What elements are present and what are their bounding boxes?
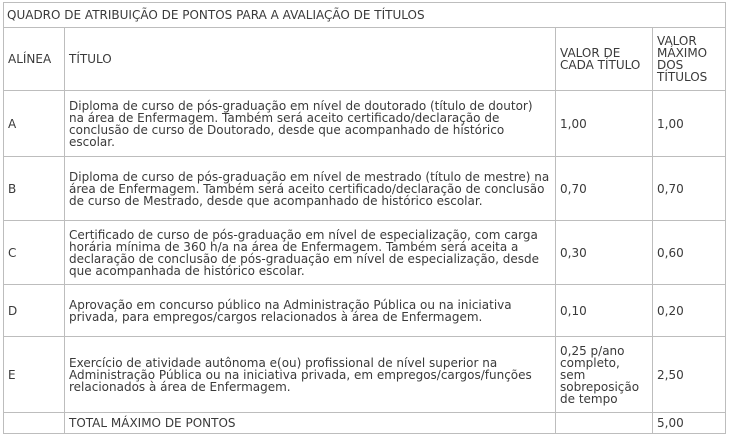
row-valor-cada: 1,00	[556, 91, 653, 157]
row-valor-maximo: 0,70	[653, 157, 726, 221]
total-empty-cell	[4, 413, 65, 434]
row-valor-cada: 0,10	[556, 285, 653, 337]
table-row	[4, 91, 726, 157]
table-caption-row	[4, 3, 726, 28]
total-label: TOTAL MÁXIMO DE PONTOS	[65, 413, 556, 434]
header-valor-maximo: VALOR MÁXIMO DOS TÍTULOS	[653, 28, 726, 91]
row-alinea: C	[4, 221, 65, 285]
row-valor-cada: 0,25 p/ano completo, sem sobreposição de tempo	[556, 337, 653, 413]
table-row	[4, 337, 726, 413]
table-row	[4, 285, 726, 337]
header-row	[4, 28, 726, 91]
table-row	[4, 157, 726, 221]
row-valor-maximo: 0,60	[653, 221, 726, 285]
total-value: 5,00	[653, 413, 726, 434]
header-alinea: ALÍNEA	[4, 28, 65, 91]
row-alinea: A	[4, 91, 65, 157]
row-titulo: Aprovação em concurso público na Administração Pública ou na iniciativa privada, para empregos/cargos relacionados à área de Enfermagem.	[65, 285, 556, 337]
row-alinea: B	[4, 157, 65, 221]
total-empty-cell	[556, 413, 653, 434]
header-valor-cada: VALOR DE CADA TÍTULO	[556, 28, 653, 91]
row-alinea: E	[4, 337, 65, 413]
row-titulo: Diploma de curso de pós-graduação em nível de mestrado (título de mestre) na área de Enfermagem. Também será aceito certificado/declaração de conclusão de curso de Mestrado, desde que acompanhado de histórico escolar.	[65, 157, 556, 221]
row-valor-maximo: 1,00	[653, 91, 726, 157]
row-valor-maximo: 2,50	[653, 337, 726, 413]
row-valor-maximo: 0,20	[653, 285, 726, 337]
table-title: QUADRO DE ATRIBUIÇÃO DE PONTOS PARA A AVALIAÇÃO DE TÍTULOS	[4, 3, 726, 28]
row-valor-cada: 0,70	[556, 157, 653, 221]
row-valor-cada: 0,30	[556, 221, 653, 285]
header-titulo: TÍTULO	[65, 28, 556, 91]
row-titulo: Diploma de curso de pós-graduação em nível de doutorado (título de doutor) na área de Enfermagem. Também será aceito certificado/declaração de conclusão de curso de Doutorado, desde que acompanhado de histórico escolar.	[65, 91, 556, 157]
total-row	[4, 413, 726, 434]
row-titulo: Exercício de atividade autônoma e(ou) profissional de nível superior na Administração Pública ou na iniciativa privada, em empregos/cargos/funções relacionados à área de Enfermagem.	[65, 337, 556, 413]
row-alinea: D	[4, 285, 65, 337]
row-titulo: Certificado de curso de pós-graduação em nível de especialização, com carga horária mínima de 360 h/a na área de Enfermagem. Também será aceita a declaração de conclusão de pós-graduação em nível de especialização, desde que acompanhada de histórico escolar.	[65, 221, 556, 285]
table-row	[4, 221, 726, 285]
points-table	[3, 2, 726, 434]
